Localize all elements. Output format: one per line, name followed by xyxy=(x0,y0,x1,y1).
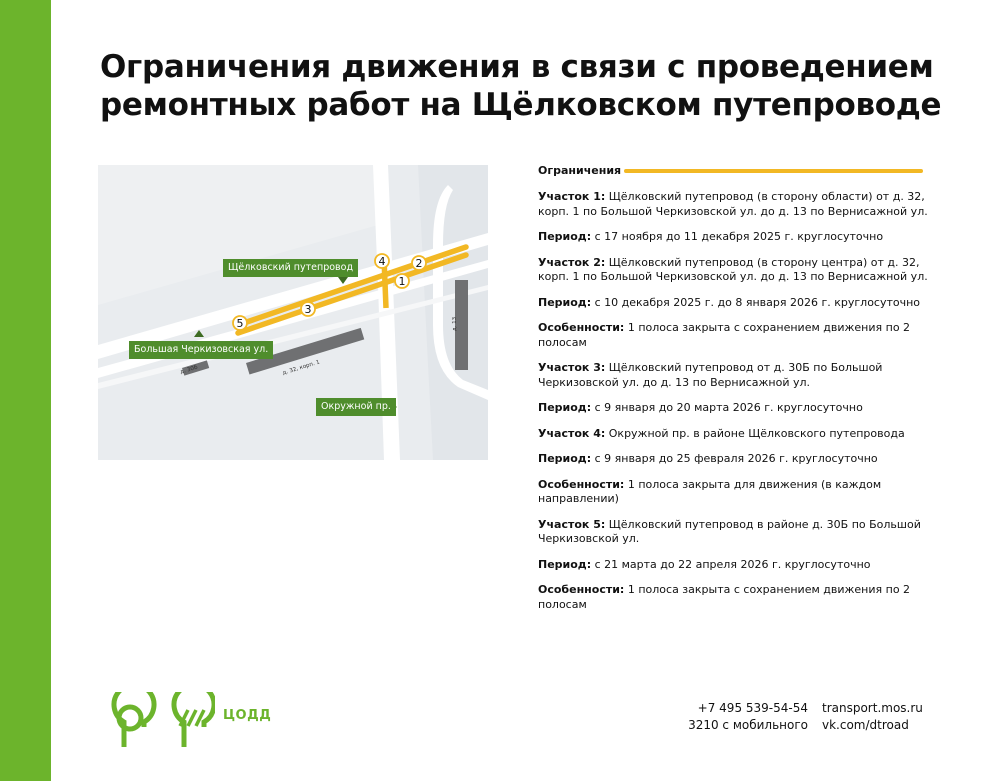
page-title-line-1: Ограничения движения в связи с проведением xyxy=(100,49,934,85)
street-label: Большая Черкизовская ул. xyxy=(129,341,273,359)
restriction-item xyxy=(538,401,938,416)
svg-text:5: 5 xyxy=(236,317,244,330)
restriction-item-text: Щёлковский путепровод (в сторону области) от д. 32, корп. 1 по Большой Черкизовской ул. до д. 13 по Вернисажной ул. xyxy=(538,190,928,218)
side-accent-bar xyxy=(0,0,51,781)
marker-1 xyxy=(395,274,409,288)
marker-4 xyxy=(375,254,389,268)
restriction-item xyxy=(538,361,938,390)
map-markers xyxy=(98,165,488,460)
codd-logo-icon xyxy=(100,692,215,752)
restriction-item-text: с 10 декабря 2025 г. до 8 января 2026 г. круглосуточно xyxy=(591,295,921,309)
restriction-item-key: Период: xyxy=(538,557,592,571)
phone-number[interactable]: +7 495 539-54-54 xyxy=(697,701,808,715)
restriction-item-key: Участок 2: xyxy=(538,255,606,269)
restriction-item xyxy=(538,518,938,547)
restriction-map xyxy=(98,165,488,460)
restriction-item xyxy=(538,190,938,219)
restriction-item-text: Щёлковский путепровод от д. 30Б по Большой Черкизовской ул. до д. 13 по Вернисажной ул. xyxy=(538,361,883,389)
restriction-item xyxy=(538,296,938,311)
restriction-item xyxy=(538,256,938,285)
overpass-label: Щёлковский путепровод xyxy=(223,259,358,277)
site-link[interactable]: transport.mos.ru xyxy=(822,701,923,715)
phone-block xyxy=(672,700,808,734)
svg-text:1: 1 xyxy=(398,275,406,288)
restriction-item-key: Участок 3: xyxy=(538,361,606,374)
mobile-short-number: 3210 с мобильного xyxy=(688,718,808,732)
restriction-item-text: с 9 января до 25 февраля 2026 г. круглосуточно xyxy=(591,452,878,465)
legend-label: Ограничения xyxy=(538,164,622,177)
restriction-item xyxy=(538,558,938,573)
svg-text:2: 2 xyxy=(415,257,423,270)
restriction-item-key: Участок 1: xyxy=(538,190,606,203)
restriction-item-key: Период: xyxy=(538,230,592,243)
restriction-item-text: Щёлковский путепровод в районе д. 30Б по Большой Черкизовской ул. xyxy=(538,517,921,545)
restriction-item-key: Период: xyxy=(538,452,592,465)
restriction-item-text: с 9 января до 20 марта 2026 г. круглосуточно xyxy=(591,401,863,414)
restriction-item xyxy=(538,230,938,245)
svg-text:4: 4 xyxy=(378,255,386,268)
restriction-item-text: с 21 марта до 22 апреля 2026 г. круглосуточно xyxy=(591,557,871,571)
restriction-item-key: Особенности: xyxy=(538,583,625,596)
restriction-item-text: 1 полоса закрыта с сохранением движения по 2 полосам xyxy=(538,583,911,611)
marker-2 xyxy=(412,256,426,270)
marker-5 xyxy=(233,316,247,330)
building-32-label: д. 32, корп. 1 xyxy=(281,359,321,377)
restriction-item xyxy=(538,478,938,507)
restriction-item xyxy=(538,427,938,442)
legend-line xyxy=(624,169,923,173)
web-block xyxy=(822,700,923,734)
restriction-item xyxy=(538,452,938,467)
restriction-details xyxy=(538,190,938,623)
restriction-item-key: Участок 4: xyxy=(538,426,606,440)
restriction-item-key: Особенности: xyxy=(538,477,625,491)
restriction-item-text: Окружной пр. в районе Щёлковского путепровода xyxy=(605,426,905,440)
restriction-item xyxy=(538,321,938,350)
restriction-item-key: Период: xyxy=(538,295,592,309)
svg-text:3: 3 xyxy=(304,303,312,316)
page-title-line-2: ремонтных работ на Щёлковском путепроводе xyxy=(100,87,942,123)
restriction-item-text: с 17 ноября до 11 декабря 2025 г. круглосуточно xyxy=(591,230,884,243)
page-title xyxy=(100,48,960,124)
restriction-item-text: Щёлковский путепровод (в сторону центра) от д. 32, корп. 1 по Большой Черкизовской ул. до д. 13 по Вернисажной ул. xyxy=(538,255,928,283)
legend xyxy=(538,163,923,179)
restriction-item xyxy=(538,583,938,612)
marker-3 xyxy=(301,302,315,316)
okruzhnoy-label: Окружной пр. xyxy=(316,398,396,416)
building-30b-label: д. 30Б xyxy=(179,364,199,376)
building-13-label: д. 13 xyxy=(452,316,459,332)
restriction-item-key: Особенности: xyxy=(538,321,625,334)
codd-logo-text: ЦОДД xyxy=(223,708,272,723)
restriction-item-key: Участок 5: xyxy=(538,517,606,531)
restriction-item-key: Период: xyxy=(538,401,592,414)
vk-link[interactable]: vk.com/dtroad xyxy=(822,718,909,732)
restriction-item-text: 1 полоса закрыта с сохранением движения по 2 полосам xyxy=(538,321,911,349)
restriction-item-text: 1 полоса закрыта для движения (в каждом направлении) xyxy=(538,477,882,505)
